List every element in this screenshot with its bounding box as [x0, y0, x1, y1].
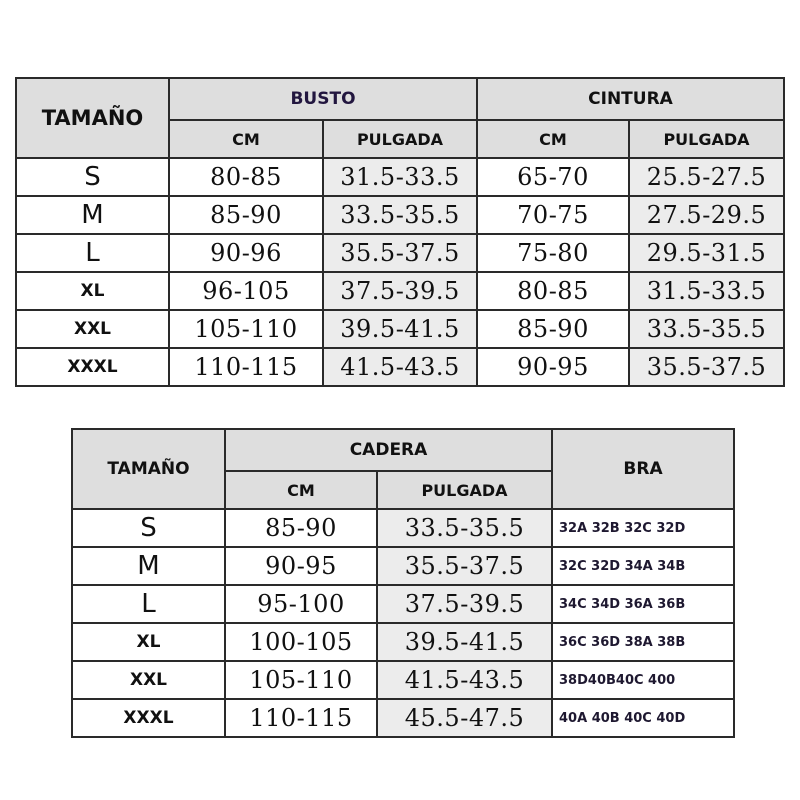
- cintura-pulgada-cell: 25.5-27.5: [629, 158, 784, 196]
- bra-cell: 36C 36D 38A 38B: [552, 623, 734, 661]
- busto-cm-cell: 105-110: [169, 310, 323, 348]
- bra-cell: 32C 32D 34A 34B: [552, 547, 734, 585]
- cadera-pulgada-cell: 33.5-35.5: [377, 509, 552, 547]
- busto-cm-cell: 85-90: [169, 196, 323, 234]
- table-row: [72, 547, 734, 585]
- size-cell: M: [72, 547, 225, 585]
- size-chart-cadera-bra: [71, 428, 735, 738]
- cadera-pulgada-cell: 45.5-47.5: [377, 699, 552, 737]
- bra-cell: 38D40B40C 400: [552, 661, 734, 699]
- cadera-cm-cell: 105-110: [225, 661, 377, 699]
- table-row: [16, 348, 784, 386]
- cintura-cm-cell: 85-90: [477, 310, 629, 348]
- cintura-pulgada-cell: 29.5-31.5: [629, 234, 784, 272]
- busto-pulgada-cell: 33.5-35.5: [323, 196, 477, 234]
- bra-cell: 40A 40B 40C 40D: [552, 699, 734, 737]
- cadera-cm-header: CM: [225, 471, 377, 509]
- table-row: [72, 509, 734, 547]
- cadera-header: CADERA: [225, 429, 552, 471]
- size-chart-busto-cintura: [15, 77, 785, 387]
- cadera-pulgada-cell: 39.5-41.5: [377, 623, 552, 661]
- cadera-cm-cell: 110-115: [225, 699, 377, 737]
- cadera-pulgada-header: PULGADA: [377, 471, 552, 509]
- cintura-pulgada-cell: 33.5-35.5: [629, 310, 784, 348]
- size-cell: XXXL: [16, 348, 169, 386]
- bra-header: BRA: [552, 429, 734, 509]
- cintura-cm-cell: 90-95: [477, 348, 629, 386]
- size-cell: XXL: [16, 310, 169, 348]
- size-cell: XXL: [72, 661, 225, 699]
- table-row: [16, 272, 784, 310]
- cintura-pulgada-cell: 31.5-33.5: [629, 272, 784, 310]
- cintura-cm-header: CM: [477, 120, 629, 158]
- cintura-pulgada-cell: 27.5-29.5: [629, 196, 784, 234]
- size-cell: M: [16, 196, 169, 234]
- cintura-header: CINTURA: [477, 78, 784, 120]
- busto-pulgada-cell: 37.5-39.5: [323, 272, 477, 310]
- table-row: [16, 158, 784, 196]
- cadera-cm-cell: 90-95: [225, 547, 377, 585]
- busto-cm-cell: 80-85: [169, 158, 323, 196]
- cintura-pulgada-cell: 35.5-37.5: [629, 348, 784, 386]
- cadera-cm-cell: 100-105: [225, 623, 377, 661]
- size-header: TAMAÑO: [16, 78, 169, 158]
- table-row: [16, 196, 784, 234]
- bra-cell: 34C 34D 36A 36B: [552, 585, 734, 623]
- table-row: [72, 623, 734, 661]
- cadera-pulgada-cell: 37.5-39.5: [377, 585, 552, 623]
- table-row: [16, 234, 784, 272]
- cintura-cm-cell: 75-80: [477, 234, 629, 272]
- size-cell: XL: [16, 272, 169, 310]
- size-cell: S: [72, 509, 225, 547]
- cintura-cm-cell: 80-85: [477, 272, 629, 310]
- size-header: TAMAÑO: [72, 429, 225, 509]
- size-cell: XL: [72, 623, 225, 661]
- busto-pulgada-cell: 31.5-33.5: [323, 158, 477, 196]
- cadera-pulgada-cell: 41.5-43.5: [377, 661, 552, 699]
- table-row: [72, 585, 734, 623]
- cintura-cm-cell: 70-75: [477, 196, 629, 234]
- busto-pulgada-header: PULGADA: [323, 120, 477, 158]
- size-cell: S: [16, 158, 169, 196]
- busto-header: BUSTO: [169, 78, 477, 120]
- busto-pulgada-cell: 39.5-41.5: [323, 310, 477, 348]
- table-row: [16, 310, 784, 348]
- table-row: [72, 661, 734, 699]
- size-cell: L: [72, 585, 225, 623]
- busto-pulgada-cell: 35.5-37.5: [323, 234, 477, 272]
- size-cell: L: [16, 234, 169, 272]
- table-row: [72, 699, 734, 737]
- bra-cell: 32A 32B 32C 32D: [552, 509, 734, 547]
- cadera-pulgada-cell: 35.5-37.5: [377, 547, 552, 585]
- cadera-cm-cell: 85-90: [225, 509, 377, 547]
- cintura-cm-cell: 65-70: [477, 158, 629, 196]
- busto-pulgada-cell: 41.5-43.5: [323, 348, 477, 386]
- size-cell: XXXL: [72, 699, 225, 737]
- cadera-cm-cell: 95-100: [225, 585, 377, 623]
- busto-cm-cell: 90-96: [169, 234, 323, 272]
- busto-cm-cell: 96-105: [169, 272, 323, 310]
- busto-cm-header: CM: [169, 120, 323, 158]
- busto-cm-cell: 110-115: [169, 348, 323, 386]
- cintura-pulgada-header: PULGADA: [629, 120, 784, 158]
